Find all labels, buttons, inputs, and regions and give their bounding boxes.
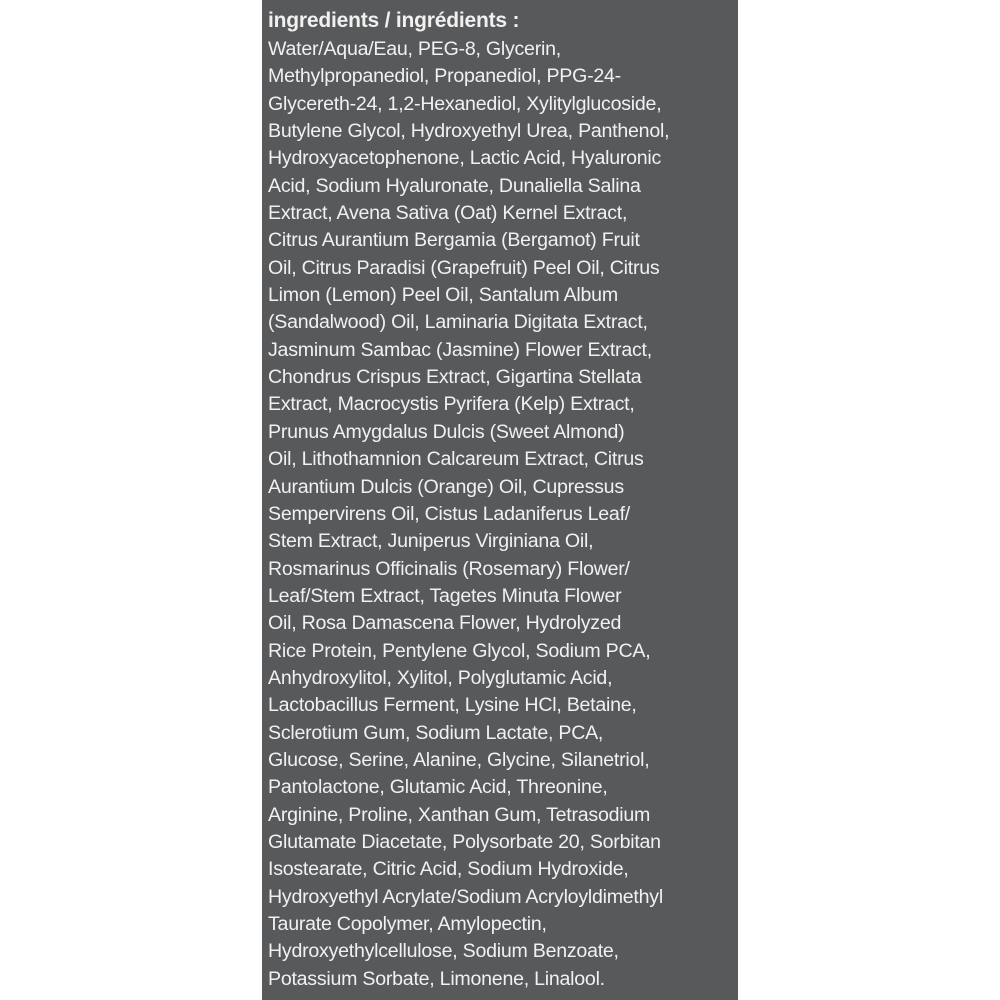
ingredient-line: Citrus Aurantium Bergamia (Bergamot) Fruit <box>268 229 640 252</box>
ingredient-line: Glutamate Diacetate, Polysorbate 20, Sorbitan <box>268 830 661 853</box>
ingredient-line: Water/Aqua/Eau, PEG-8, Glycerin, <box>268 38 561 60</box>
ingredient-line: Butylene Glycol, Hydroxyethyl Urea, Panthenol, <box>268 120 670 143</box>
ingredients-list <box>268 36 730 993</box>
ingredient-line: Leaf/Stem Extract, Tagetes Minuta Flower <box>268 584 622 607</box>
ingredient-line: Extract, Avena Sativa (Oat) Kernel Extract, <box>268 202 628 225</box>
ingredient-line: Oil, Rosa Damascena Flower, Hydrolyzed <box>268 612 622 635</box>
ingredient-line: Hydroxyethylcellulose, Sodium Benzoate, <box>268 940 619 963</box>
ingredient-line: Taurate Copolymer, Amylopectin, <box>268 913 547 935</box>
ingredient-line: Oil, Citrus Paradisi (Grapefruit) Peel Oil, Citrus <box>268 256 660 279</box>
ingredient-line: Anhydroxylitol, Xylitol, Polyglutamic Acid, <box>268 666 613 689</box>
ingredient-line: Rosmarinus Officinalis (Rosemary) Flower/ <box>268 557 630 580</box>
ingredient-line: Jasminum Sambac (Jasmine) Flower Extract, <box>268 338 652 361</box>
ingredient-line: Glucose, Serine, Alanine, Glycine, Silanetriol, <box>268 748 650 771</box>
ingredient-line: Stem Extract, Juniperus Virginiana Oil, <box>268 530 594 553</box>
ingredient-line: Pantolactone, Glutamic Acid, Threonine, <box>268 776 608 799</box>
ingredient-line: Aurantium Dulcis (Orange) Oil, Cupressus <box>268 475 624 498</box>
ingredients-heading: ingredients / ingrédients : <box>268 9 520 32</box>
ingredient-line: (Sandalwood) Oil, Laminaria Digitata Extract, <box>268 311 648 334</box>
ingredient-line: Hydroxyethyl Acrylate/Sodium Acryloyldimethyl <box>268 885 663 908</box>
ingredient-line: Glycereth-24, 1,2-Hexanediol, Xylitylglucoside, <box>268 92 662 115</box>
ingredient-line: Acid, Sodium Hyaluronate, Dunaliella Salina <box>268 174 641 197</box>
ingredient-line: Arginine, Proline, Xanthan Gum, Tetrasodium <box>268 803 651 826</box>
ingredient-line: Limon (Lemon) Peel Oil, Santalum Album <box>268 284 618 307</box>
ingredient-line: Chondrus Crispus Extract, Gigartina Stellata <box>268 366 642 389</box>
ingredient-line: Prunus Amygdalus Dulcis (Sweet Almond) <box>268 420 625 443</box>
ingredient-line: Potassium Sorbate, Limonene, Linalool. <box>268 967 605 990</box>
ingredient-line: Lactobacillus Ferment, Lysine HCl, Betaine, <box>268 694 637 717</box>
ingredient-line: Hydroxyacetophenone, Lactic Acid, Hyaluronic <box>268 147 662 170</box>
ingredient-line: Oil, Lithothamnion Calcareum Extract, Citrus <box>268 448 644 471</box>
ingredient-line: Sempervirens Oil, Cistus Ladaniferus Leaf/ <box>268 502 630 525</box>
ingredients-panel <box>262 0 738 1000</box>
ingredient-line: Isostearate, Citric Acid, Sodium Hydroxide, <box>268 858 629 881</box>
ingredient-line: Extract, Macrocystis Pyrifera (Kelp) Extract, <box>268 393 635 416</box>
ingredient-line: Sclerotium Gum, Sodium Lactate, PCA, <box>268 721 604 744</box>
ingredient-line: Rice Protein, Pentylene Glycol, Sodium PCA, <box>268 639 651 662</box>
ingredient-line: Methylpropanediol, Propanediol, PPG-24- <box>268 65 621 88</box>
